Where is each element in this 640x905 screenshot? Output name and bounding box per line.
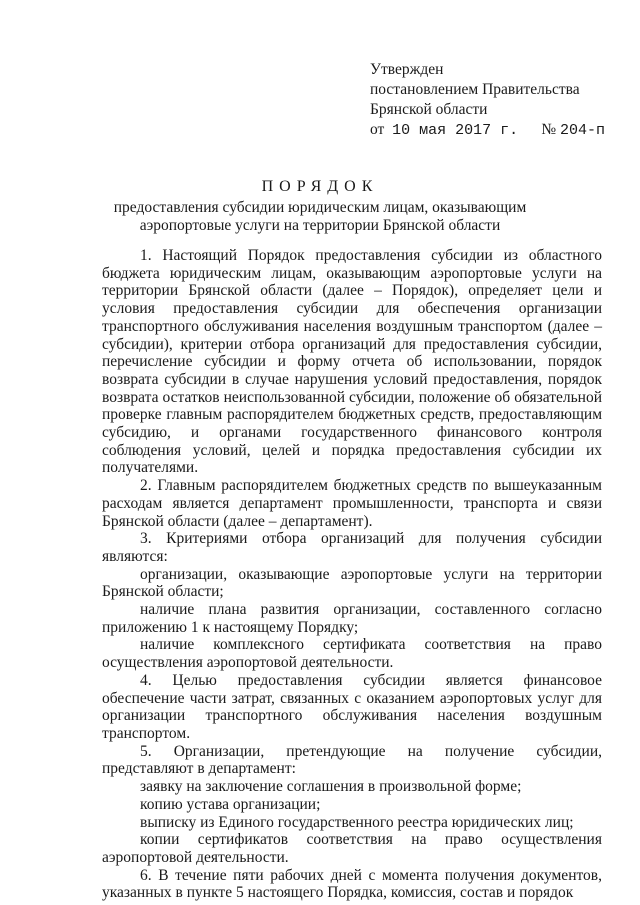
document-title: ПОРЯДОК: [261, 178, 379, 195]
subtitle-line-2: аэропортовые услуги на территории Брянской области: [139, 217, 501, 234]
number-prefix: №: [541, 121, 557, 138]
paragraph-5: 5. Организации, претендующие на получение субсидии, представляют в департамент:: [102, 742, 602, 778]
paragraph-6: 6. В течение пяти рабочих дней с момента получения документов, указанных в пункте 5 настоящего Порядка, комиссия, состав и порядок: [102, 866, 602, 902]
documents-item-4: копии сертификатов соответствия на право осуществления аэропортовой деятельности.: [102, 831, 602, 866]
approval-line-3: Брянской области: [370, 101, 488, 118]
paragraph-3: 3. Критериями отбора организаций для получения субсидии являются:: [102, 530, 602, 565]
paragraph-2: 2. Главным распорядителем бюджетных средств по вышеуказанным расходам является департамент промышленности, транспорта и связи Брянской области (далее – департамент).: [102, 477, 602, 530]
document-body: [102, 247, 602, 902]
date-value: 10 мая 2017 г.: [392, 122, 519, 139]
approval-stamp: [370, 60, 605, 141]
criteria-item-1: организации, оказывающие аэропортовые услуги на территории Брянской области;: [102, 565, 602, 601]
approval-line-2: постановлением Правительства: [370, 81, 580, 98]
date-prefix: от: [370, 121, 385, 138]
document-subtitle: [0, 199, 640, 235]
criteria-item-3: наличие комплексного сертификата соответствия на право осуществления аэропортовой деятельности.: [102, 636, 602, 672]
number-value: 204-п: [560, 122, 606, 139]
paragraph-1: 1. Настоящий Порядок предоставления субсидии из областного бюджета юридическим лицам, оказывающим аэропортовые услуги на территории Брянской области (далее – Порядок), определяет цели и условия предоставления субсидии для обеспечения организации транспортного обслуживания населения воздушным транспортом (далее – субсидии), критерии отбора организаций для предоставления субсидии, перечисление субсидии и форму отчета об использовании, порядок возврата субсидии в случае нарушения условий предоставления, порядок возврата остатков неиспользованной субсидии, положение об обязательной проверке главным распорядителем бюджетных средств, предоставляющим субсидию, и органами государственного финансового контроля соблюдения условий, целей и порядка предоставления субсидии их получателями.: [102, 247, 602, 477]
documents-item-1: заявку на заключение соглашения в произвольной форме;: [140, 778, 522, 796]
approval-line-1: Утвержден: [370, 61, 444, 78]
approval-date-number: [370, 120, 605, 141]
paragraph-4: 4. Целью предоставления субсидии является финансовое обеспечение части затрат, связанных с оказанием аэропортовых услуг для организации транспортного обслуживания населения воздушным транспортом.: [102, 671, 602, 742]
criteria-item-2: наличие плана развития организации, составленного согласно приложению 1 к настоящему Порядку;: [102, 601, 602, 636]
subtitle-line-1: предоставления субсидии юридическим лицам, оказывающим: [113, 199, 527, 216]
documents-item-3: выписку из Единого государственного реестра юридических лиц;: [140, 813, 574, 831]
documents-item-2: копию устава организации;: [140, 795, 321, 813]
